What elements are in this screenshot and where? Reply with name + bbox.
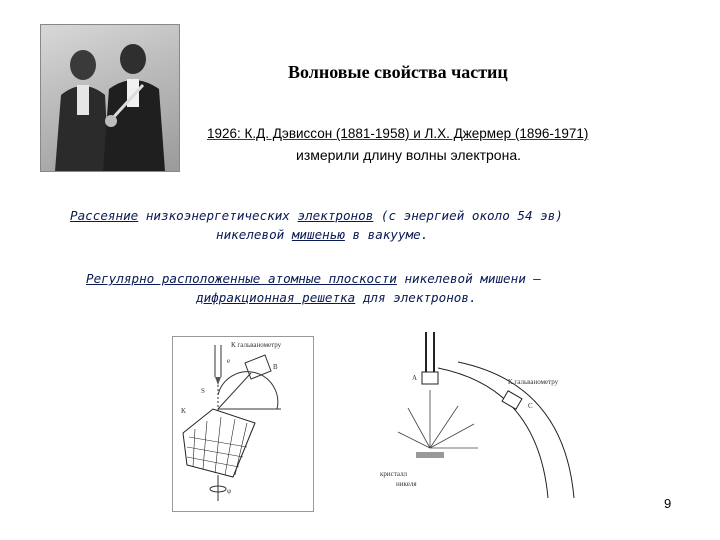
paragraph-scattering-line1	[70, 207, 563, 225]
term-target: мишенью	[291, 227, 345, 242]
term-atomic-planes: Регулярно расположенные атомные плоскости	[86, 271, 397, 286]
figure-apparatus-lattice	[172, 336, 314, 512]
label-a: A	[412, 374, 418, 382]
paragraph-lattice-line1	[86, 270, 541, 288]
label-s: S	[201, 387, 205, 395]
label-crystal: кристалл	[380, 470, 408, 478]
text-span: в вакууме.	[344, 227, 429, 242]
figure-scattering-diagram	[378, 328, 578, 504]
label-c: C	[528, 402, 533, 410]
page-number: 9	[664, 496, 672, 511]
label-galvanometer: К гальванометру	[231, 341, 282, 349]
paragraph-lattice-line2	[196, 289, 477, 307]
term-diffraction-grating: дифракционная решетка	[196, 290, 356, 305]
label-k: K	[181, 407, 187, 415]
term-scattering: Рассеяние	[70, 208, 139, 223]
text-span: никелевой	[216, 227, 292, 242]
text-span: для электронов.	[355, 290, 477, 305]
text-span: (с энергией около 54 эв)	[373, 208, 563, 223]
photo-davisson-germer	[40, 24, 180, 172]
label-phi: φ	[227, 487, 232, 495]
text-span: низкоэнергетических	[138, 208, 298, 223]
photo-silhouettes	[41, 25, 179, 171]
label-galvanometer-right: К гальванометру	[508, 378, 559, 386]
history-line: 1926: К.Д. Дэвиссон (1881-1958) и Л.Х. Джермер (1896-1971)	[207, 126, 589, 141]
label-e: e	[227, 357, 231, 365]
paragraph-scattering-line2	[216, 226, 428, 244]
label-nickel: никеля	[396, 480, 417, 488]
figure-apparatus-svg	[173, 337, 313, 511]
text-span: никелевой мишени –	[396, 271, 541, 286]
figure-scattering-svg	[378, 328, 578, 504]
history-line-2: измерили длину волны электрона.	[296, 147, 521, 163]
slide-title: Волновые свойства частиц	[288, 62, 508, 82]
label-b: B	[273, 363, 278, 371]
term-electrons: электронов	[297, 208, 374, 223]
